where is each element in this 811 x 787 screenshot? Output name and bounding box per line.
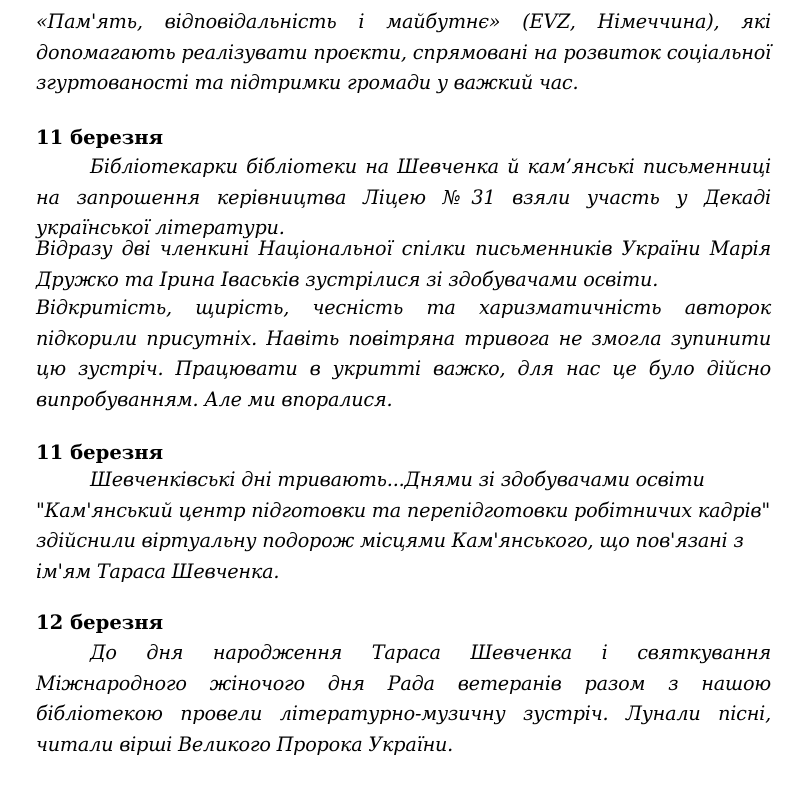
entry-date: 11 березня (36, 126, 164, 149)
intro-paragraph: «Пам'ять, відповідальність і майбутнє» (EVZ, Німеччина), які допомагають реалізувати проєкти, спрямовані на розвиток соціальної згуртованості та підтримки громади у важкий час. (36, 10, 771, 94)
entry-paragraph: Відкритість, щирість, чесність та харизматичність авторок підкорили присутніх. Навіть повітряна тривога не змогла зупинити цю зустріч. Працювати в укритті важко, для нас це було дійсно випробуванням. Але ми впоралися. (36, 296, 771, 411)
entry-date: 12 березня (36, 611, 164, 634)
entry-paragraph: Бібліотекарки бібліотеки на Шевченка й кам’янські письменниці на запрошення керівництва Ліцею №31 взяли участь у Декаді української літератури. (36, 155, 771, 239)
entry-paragraph: Шевченківські дні тривають...Днями зі здобувачами освіти "Кам'янський центр підготовки та перепідготовки робітничих кадрів" здійснили віртуальну подорож місцями Кам'янського, що пов'язані з ім'ям Тараса Шевченка. (36, 468, 770, 583)
entry-paragraph: Відразу дві членкині Національної спілки письменників України Марія Дружко та Ірина Іваськів зустрілися зі здобувачами освіти. (36, 237, 771, 291)
entry-paragraph: До дня народження Тараса Шевченка і святкування Міжнародного жіночого дня Рада ветеранів разом з нашою бібліотекою провели літературно-музичну зустріч. Лунали пісні, читали вірші Великого Пророка України. (36, 641, 771, 756)
entry-date: 11 березня (36, 441, 164, 464)
